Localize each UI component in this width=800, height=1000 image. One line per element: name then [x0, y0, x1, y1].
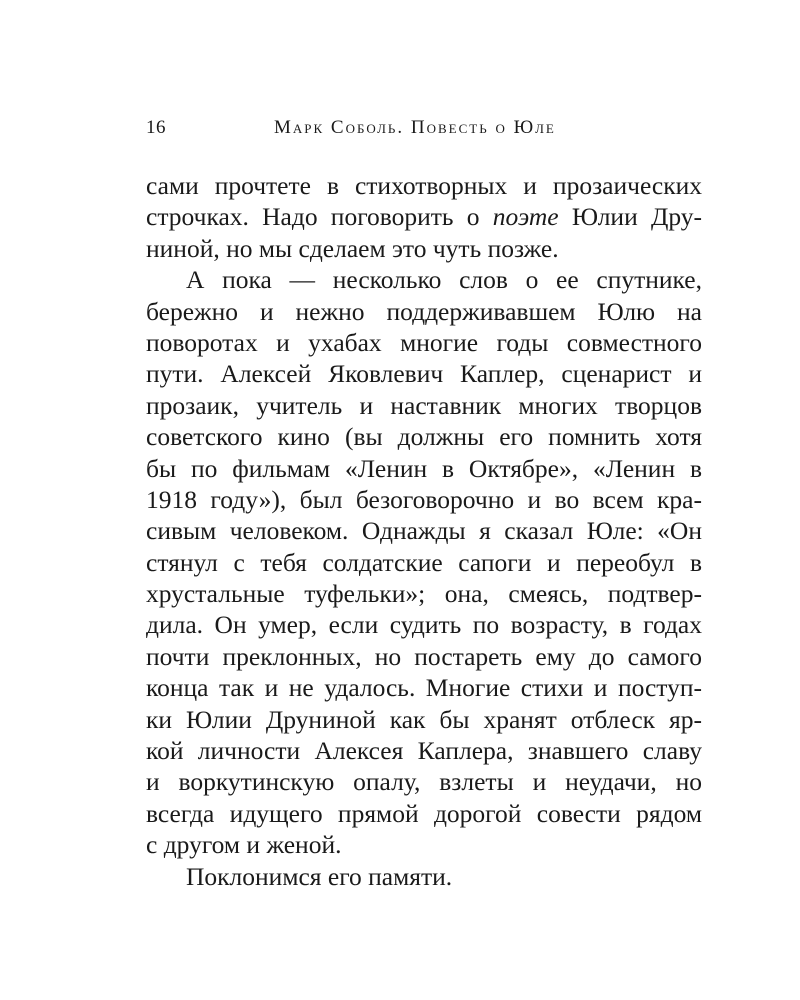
- text-line: бы по фильмам «Ленин в Октябре», «Ленин в: [146, 453, 702, 483]
- text-fragment: строчках. Надо поговорить о: [146, 202, 480, 232]
- text-line: ниной, но мы сделаем это чуть позже.: [146, 233, 559, 263]
- running-head: [146, 117, 702, 143]
- running-title: Марк Соболь. Повесть о Юле: [274, 117, 556, 138]
- page-number: 16: [146, 117, 166, 138]
- text-line: дила. Он умер, если судить по возрасту, в годах: [146, 610, 702, 640]
- text-line: почти преклонных, но постареть ему до самого: [146, 641, 702, 671]
- text-line: 1918 году»), был безоговорочно и во всем кра-: [146, 484, 702, 514]
- text-line: прозаик, учитель и наставник многих творцов: [146, 390, 702, 420]
- text-line: поворотах и ухабах многие годы совместного: [146, 327, 702, 357]
- text-line: советского кино (вы должны его помнить хотя: [146, 422, 702, 452]
- text-line: сивым человеком. Однажды я сказал Юле: «Он: [146, 516, 702, 546]
- text-line: конца так и не удалось. Многие стихи и поступ-: [146, 673, 702, 703]
- text-line: Поклонимся его памяти.: [186, 861, 453, 891]
- text-fragment: Юлии Дру-: [571, 202, 702, 232]
- text-line: А пока — несколько слов о ее спутнике,: [186, 265, 702, 295]
- text-line: сами прочтете в стихотворных и прозаических: [146, 171, 702, 200]
- text-line: с другом и женой.: [146, 830, 342, 860]
- text-line: и воркутинскую опалу, взлеты и неудачи, но: [146, 767, 702, 797]
- text-line: хрустальные туфельки»; она, смеясь, подтвер-: [146, 579, 702, 609]
- text-line: кой личности Алексея Каплера, знавшего славу: [146, 736, 702, 766]
- text-line: всегда идущего прямой дорогой совести рядом: [146, 798, 702, 828]
- text-line: стянул с тебя солдатские сапоги и переобул в: [146, 547, 702, 577]
- body-text: [146, 170, 702, 892]
- text-line: бережно и нежно поддерживавшем Юлю на: [146, 296, 702, 326]
- text-line: ки Юлии Друниной как бы хранят отблеск яр-: [146, 704, 702, 734]
- emphasis-text: поэте: [492, 202, 559, 232]
- text-line: пути. Алексей Яковлевич Каплер, сценарист и: [146, 359, 702, 389]
- text-line: [146, 201, 702, 232]
